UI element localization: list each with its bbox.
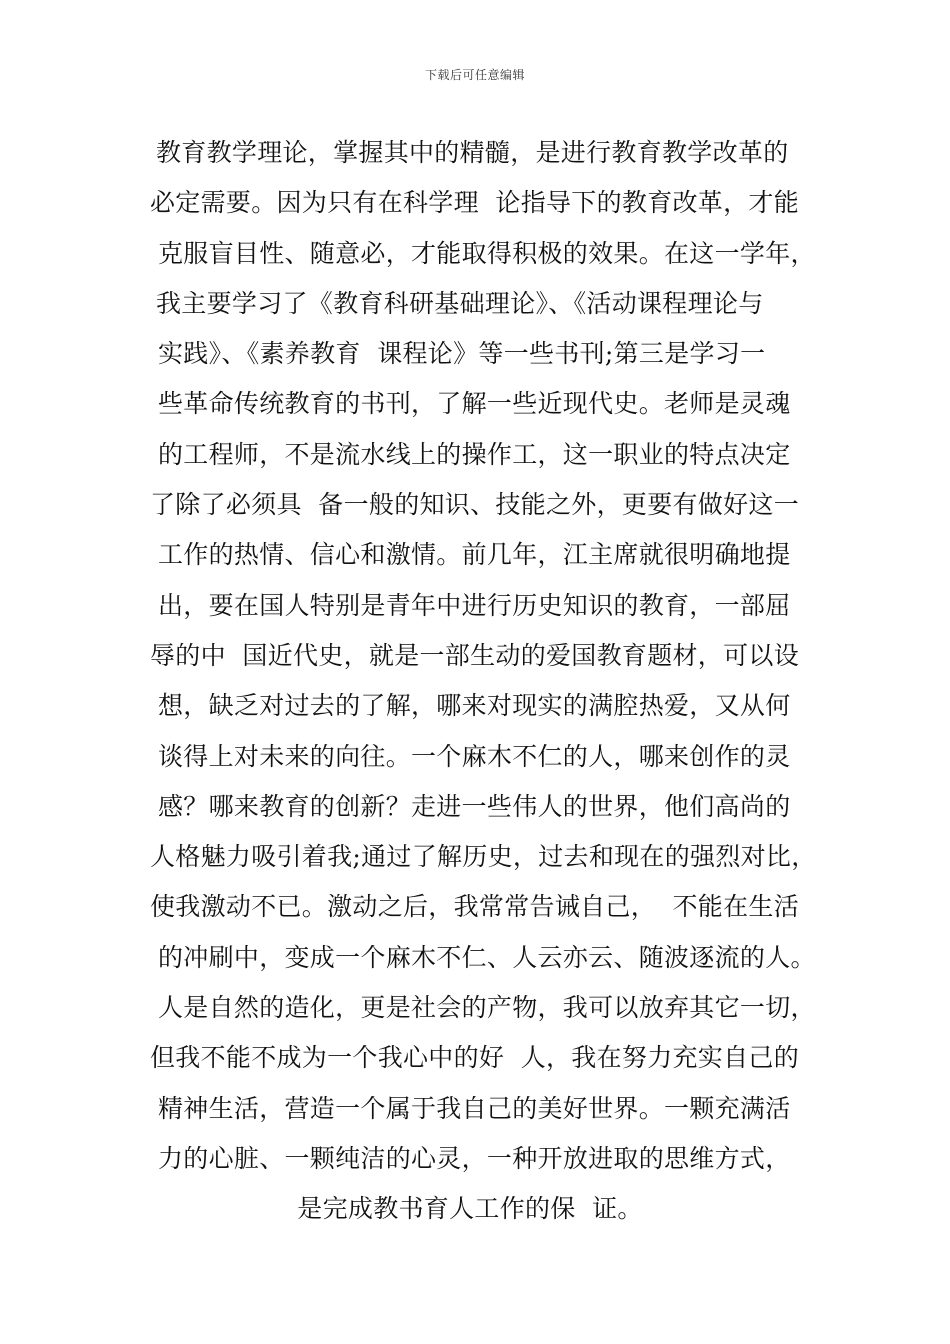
text-line: 人是自然的造化，更是社会的产物，我可以放弃其它一切， <box>158 993 816 1023</box>
text-line: 了除了必须具 备一般的知识、技能之外，更要有做好这一 <box>150 490 799 520</box>
text-line: 的工程师，不是流水线上的操作工，这一职业的特点决定 <box>158 439 791 469</box>
text-line: 感？哪来教育的创新？走进一些伟人的世界，他们高尚的 <box>158 791 791 821</box>
text-line: 辱的中 国近代史，就是一部生动的爱国教育题材，可以设 <box>150 640 799 670</box>
body-text <box>150 128 817 1235</box>
text-line: 些革命传统教育的书刊，了解一些近现代史。老师是灵魂 <box>158 389 791 419</box>
text-line: 精神生活，营造一个属于我自己的美好世界。一颗充满活 <box>158 1093 791 1123</box>
text-line: 但我不能不成为一个我心中的好 人，我在努力充实自己的 <box>150 1043 799 1073</box>
text-line: 力的心脏、一颗纯洁的心灵，一种开放进取的思维方式， <box>158 1143 791 1173</box>
text-line: 谈得上对未来的向往。一个麻木不仁的人，哪来创作的灵 <box>158 741 791 771</box>
text-line: 工作的热情、信心和激情。前几年，江主席就很明确地提 <box>158 540 791 570</box>
text-line: 实践》、《素养教育 课程论》等一些书刊;第三是学习一 <box>158 339 766 369</box>
text-line: 使我激动不已。激动之后，我常常告诫自己， 不能在生活 <box>150 892 799 922</box>
page-header: 下载后可任意编辑 <box>424 68 525 82</box>
text-line: 必定需要。因为只有在科学理 论指导下的教育改革，才能 <box>150 188 799 218</box>
text-line-final: 是完成教书育人工作的保 证。 <box>297 1194 643 1224</box>
text-line: 想，缺乏对过去的了解，哪来对现实的满腔热爱，又从何 <box>158 691 791 721</box>
text-line: 人格魅力吸引着我;通过了解历史，过去和现在的强烈对比， <box>150 842 817 872</box>
text-line: 出，要在国人特别是青年中进行历史知识的教育，一部屈 <box>158 590 791 620</box>
text-line: 教育教学理论，掌握其中的精髓，是进行教育教学改革的 <box>156 138 789 167</box>
text-line: 我主要学习了《教育科研基础理论》、《活动课程理论与 <box>156 288 764 318</box>
text-line: 的冲刷中，变成一个麻木不仁、人云亦云、随波逐流的人。 <box>158 942 816 972</box>
text-line: 克服盲目性、随意必，才能取得积极的效果。在这一学年， <box>158 238 816 268</box>
